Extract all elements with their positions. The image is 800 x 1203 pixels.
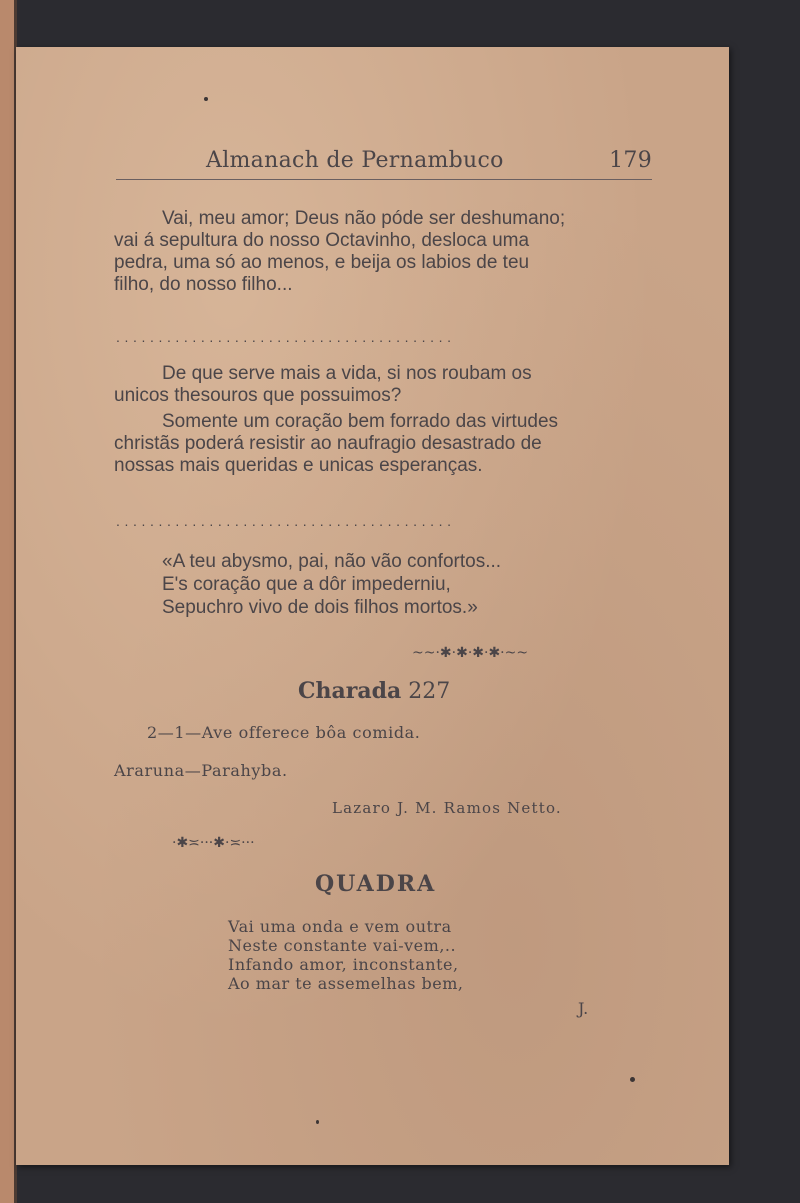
quadra-poem: [228, 917, 464, 993]
poem-line: Neste constante vai-vem,..: [228, 936, 457, 955]
charada-place: Araruna—Parahyba.: [114, 761, 288, 780]
paragraph-2: [114, 363, 651, 407]
header-rule: [116, 179, 652, 180]
text-line: Somente um coração bem forrado das virtudes: [162, 411, 559, 432]
text-line: unicos thesouros que possuimos?: [114, 385, 402, 406]
charada-clue: 2—1—Ave offerece bôa comida.: [147, 723, 421, 742]
text-line: vai á sepultura do nosso Octavinho, desloca uma: [114, 230, 530, 251]
poem-line: Ao mar te assemelhas bem,: [228, 974, 464, 993]
text-line: nossas mais queridas e unicas esperanças.: [114, 455, 483, 476]
charada-number: 227: [408, 679, 451, 704]
ornament-divider-small: ·✱≍···✱·≍···: [172, 835, 255, 851]
charada-author: Lazaro J. M. Ramos Netto.: [332, 799, 562, 817]
verse-quote: [162, 550, 501, 619]
verse-line: E's coração que a dôr impederniu,: [162, 574, 451, 595]
page-number: 179: [609, 148, 652, 173]
text-line: filho, do nosso filho...: [114, 274, 293, 295]
header-title: Almanach de Pernambuco: [206, 148, 504, 173]
dotted-separator: ........................................: [116, 513, 456, 529]
book-spine-edge: [0, 0, 17, 1203]
text-line: christãs poderá resistir ao naufragio desastrado de: [114, 433, 542, 454]
book-page: [16, 47, 729, 1165]
charada-title-word: Charada: [298, 678, 402, 704]
poem-line: Vai uma onda e vem outra: [228, 917, 452, 936]
poem-line: Infando amor, inconstante,: [228, 955, 459, 974]
paper-speck: [316, 1120, 319, 1124]
ornament-divider: ~~·✱·✱·✱·✱·~~: [412, 645, 529, 661]
verse-line: «A teu abysmo, pai, não vão confortos...: [162, 551, 502, 572]
text-line: De que serve mais a vida, si nos roubam os: [162, 363, 532, 384]
paper-speck: [630, 1077, 635, 1082]
dotted-separator: ........................................: [116, 329, 456, 345]
text-line: pedra, uma só ao menos, e beija os labios de teu: [114, 252, 530, 273]
text-line: Vai, meu amor; Deus não póde ser deshumano;: [162, 208, 566, 229]
paper-speck: [204, 97, 208, 101]
verse-line: Sepuchro vivo de dois filhos mortos.»: [162, 597, 478, 618]
poem-signature-initial: J.: [578, 999, 589, 1018]
charada-title: [298, 678, 450, 704]
paragraph-3: [114, 411, 651, 477]
quadra-title: QUADRA: [315, 871, 437, 897]
paragraph-1: [114, 208, 651, 296]
